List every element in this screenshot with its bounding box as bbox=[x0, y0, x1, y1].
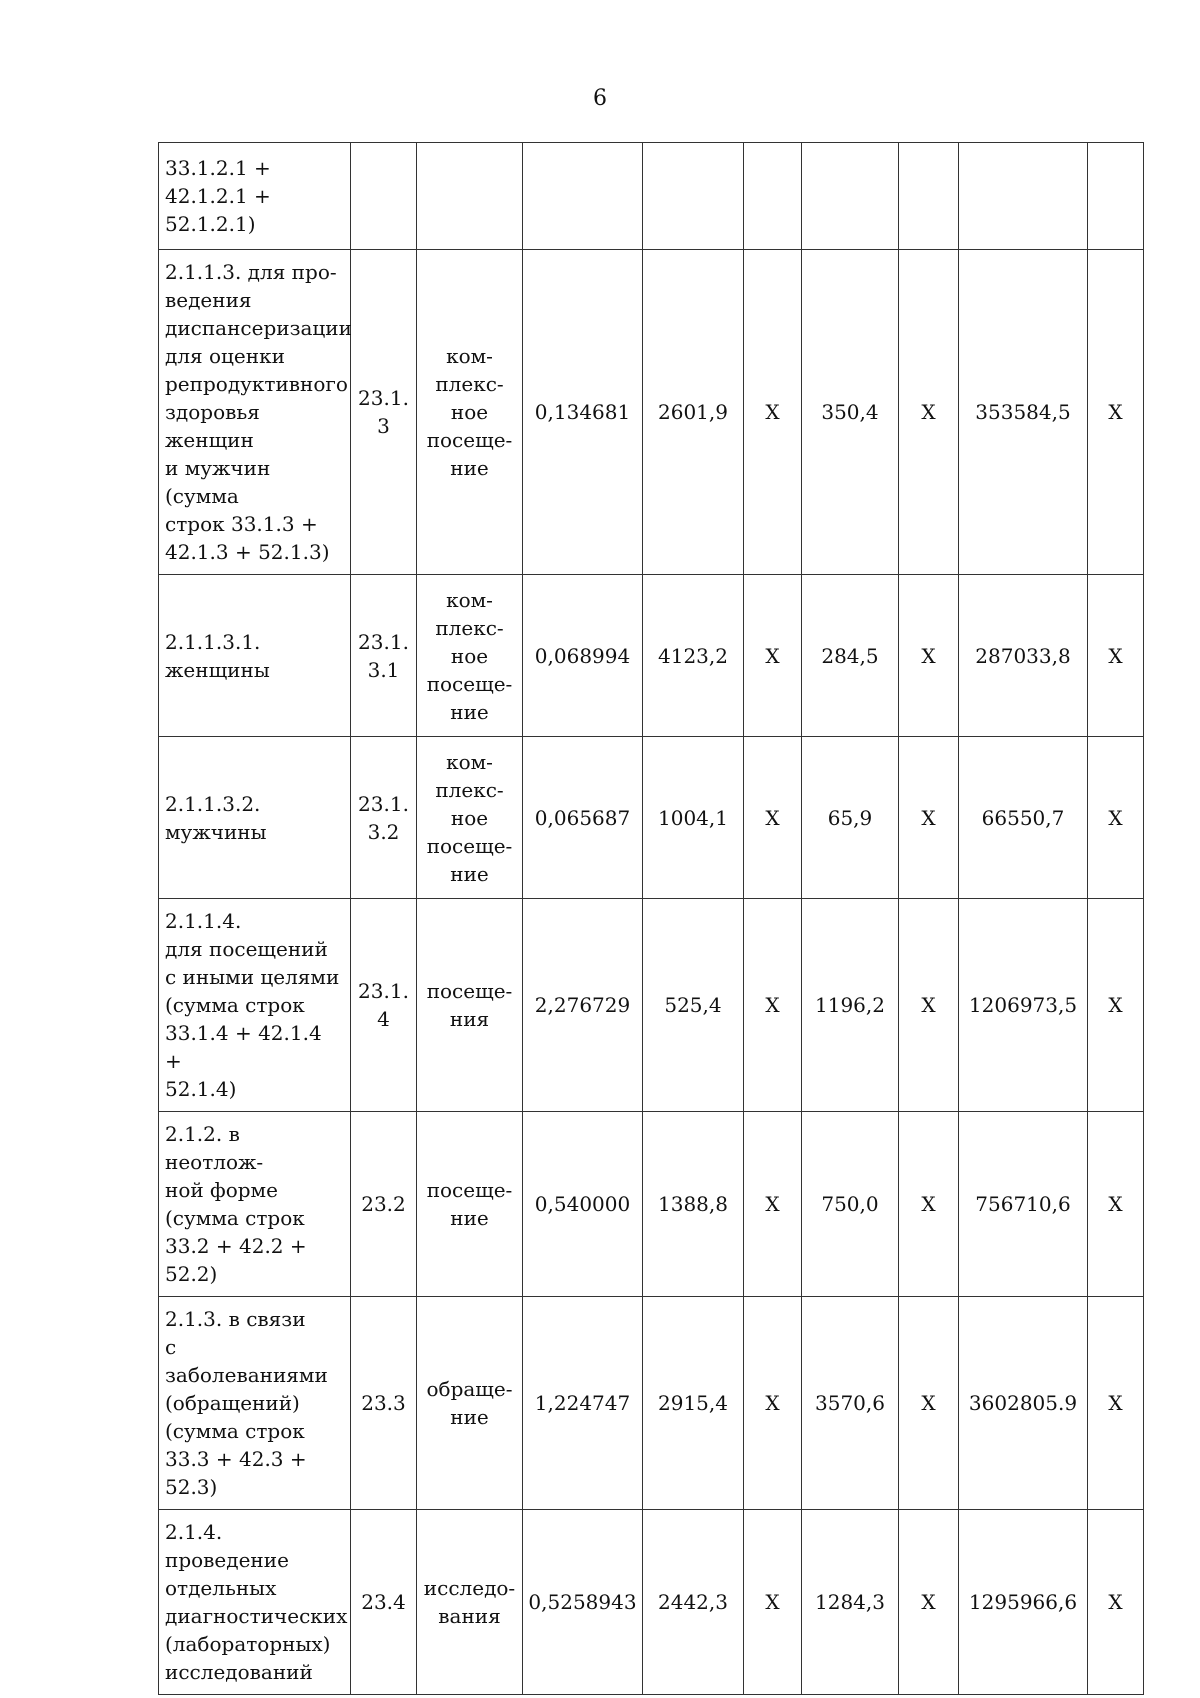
row-name: 2.1.1.4. для посещений с иными целями (сумма строк 33.1.4 + 42.1.4 + 52.1.4) bbox=[159, 899, 351, 1112]
cell-value-5: Х bbox=[899, 575, 959, 737]
cell-value-5: Х bbox=[899, 899, 959, 1112]
cell-value-3: Х bbox=[744, 1297, 802, 1510]
cell-value-3: Х bbox=[744, 899, 802, 1112]
cell-value-4: 350,4 bbox=[802, 250, 899, 575]
cell-value-5: Х bbox=[899, 1297, 959, 1510]
cell-value-1: 0,065687 bbox=[523, 737, 643, 899]
cell-value-6: 66550,7 bbox=[959, 737, 1088, 899]
cell-value-7 bbox=[1088, 143, 1144, 250]
row-unit: посеще- ния bbox=[417, 899, 523, 1112]
table-row bbox=[159, 899, 1144, 1112]
row-unit: ком- плекс- ное посеще- ние bbox=[417, 250, 523, 575]
cell-value-1: 0,134681 bbox=[523, 250, 643, 575]
cell-value-1: 0,540000 bbox=[523, 1112, 643, 1297]
row-name: 2.1.4. проведение отдельных диагностических (лабораторных) исследований bbox=[159, 1510, 351, 1695]
cell-value-6: 353584,5 bbox=[959, 250, 1088, 575]
row-name: 2.1.1.3.1. женщины bbox=[159, 575, 351, 737]
cell-value-7: Х bbox=[1088, 1510, 1144, 1695]
cell-value-6: 1295966,6 bbox=[959, 1510, 1088, 1695]
cell-value-7: Х bbox=[1088, 1112, 1144, 1297]
cell-value-2: 1388,8 bbox=[643, 1112, 744, 1297]
table-row bbox=[159, 1297, 1144, 1510]
table-row bbox=[159, 1510, 1144, 1695]
row-unit: обраще- ние bbox=[417, 1297, 523, 1510]
cell-value-3: Х bbox=[744, 737, 802, 899]
cell-value-4: 284,5 bbox=[802, 575, 899, 737]
row-unit bbox=[417, 143, 523, 250]
row-code: 23.1. 4 bbox=[351, 899, 417, 1112]
cell-value-6: 287033,8 bbox=[959, 575, 1088, 737]
cell-value-7: Х bbox=[1088, 1297, 1144, 1510]
cell-value-2: 2915,4 bbox=[643, 1297, 744, 1510]
cell-value-5: Х bbox=[899, 737, 959, 899]
row-code: 23.1. 3 bbox=[351, 250, 417, 575]
row-code: 23.1. 3.1 bbox=[351, 575, 417, 737]
cell-value-2: 4123,2 bbox=[643, 575, 744, 737]
row-code bbox=[351, 143, 417, 250]
cell-value-3: Х bbox=[744, 575, 802, 737]
cell-value-7: Х bbox=[1088, 250, 1144, 575]
row-name: 2.1.1.3. для про- ведения диспансеризации для оценки репродуктивного здоровья женщин и мужчин (сумма строк 33.1.3 + 42.1.3 + 52.1.3) bbox=[159, 250, 351, 575]
row-unit: ком- плекс- ное посеще- ние bbox=[417, 575, 523, 737]
row-code: 23.3 bbox=[351, 1297, 417, 1510]
cell-value-5: Х bbox=[899, 1510, 959, 1695]
row-name: 2.1.1.3.2. мужчины bbox=[159, 737, 351, 899]
cell-value-3: Х bbox=[744, 1112, 802, 1297]
cell-value-1: 1,224747 bbox=[523, 1297, 643, 1510]
table-row bbox=[159, 737, 1144, 899]
cell-value-2: 2601,9 bbox=[643, 250, 744, 575]
cell-value-5: Х bbox=[899, 250, 959, 575]
cell-value-1: 0,5258943 bbox=[523, 1510, 643, 1695]
row-unit: исследо- вания bbox=[417, 1510, 523, 1695]
row-code: 23.4 bbox=[351, 1510, 417, 1695]
table-row bbox=[159, 1112, 1144, 1297]
cell-value-4: 65,9 bbox=[802, 737, 899, 899]
cell-value-2 bbox=[643, 143, 744, 250]
data-table bbox=[158, 142, 1144, 1695]
cell-value-7: Х bbox=[1088, 737, 1144, 899]
table-row bbox=[159, 250, 1144, 575]
cell-value-1: 2,276729 bbox=[523, 899, 643, 1112]
cell-value-2: 1004,1 bbox=[643, 737, 744, 899]
cell-value-2: 525,4 bbox=[643, 899, 744, 1112]
cell-value-4: 3570,6 bbox=[802, 1297, 899, 1510]
cell-value-3: Х bbox=[744, 250, 802, 575]
cell-value-5 bbox=[899, 143, 959, 250]
page-number: 6 bbox=[593, 86, 607, 111]
table-row bbox=[159, 143, 1144, 250]
cell-value-4: 1284,3 bbox=[802, 1510, 899, 1695]
cell-value-1 bbox=[523, 143, 643, 250]
row-unit: ком- плекс- ное посеще- ние bbox=[417, 737, 523, 899]
table-row bbox=[159, 575, 1144, 737]
cell-value-5: Х bbox=[899, 1112, 959, 1297]
row-code: 23.2 bbox=[351, 1112, 417, 1297]
cell-value-3: Х bbox=[744, 1510, 802, 1695]
cell-value-4: 750,0 bbox=[802, 1112, 899, 1297]
row-name: 33.1.2.1 + 42.1.2.1 + 52.1.2.1) bbox=[159, 143, 351, 250]
cell-value-1: 0,068994 bbox=[523, 575, 643, 737]
cell-value-3 bbox=[744, 143, 802, 250]
row-code: 23.1. 3.2 bbox=[351, 737, 417, 899]
row-name: 2.1.3. в связи с заболеваниями (обращений) (сумма строк 33.3 + 42.3 + 52.3) bbox=[159, 1297, 351, 1510]
cell-value-4 bbox=[802, 143, 899, 250]
cell-value-2: 2442,3 bbox=[643, 1510, 744, 1695]
cell-value-7: Х bbox=[1088, 575, 1144, 737]
cell-value-6: 3602805.9 bbox=[959, 1297, 1088, 1510]
cell-value-6: 756710,6 bbox=[959, 1112, 1088, 1297]
cell-value-6 bbox=[959, 143, 1088, 250]
cell-value-4: 1196,2 bbox=[802, 899, 899, 1112]
row-unit: посеще- ние bbox=[417, 1112, 523, 1297]
cell-value-6: 1206973,5 bbox=[959, 899, 1088, 1112]
cell-value-7: Х bbox=[1088, 899, 1144, 1112]
row-name: 2.1.2. в неотлож- ной форме (сумма строк 33.2 + 42.2 + 52.2) bbox=[159, 1112, 351, 1297]
